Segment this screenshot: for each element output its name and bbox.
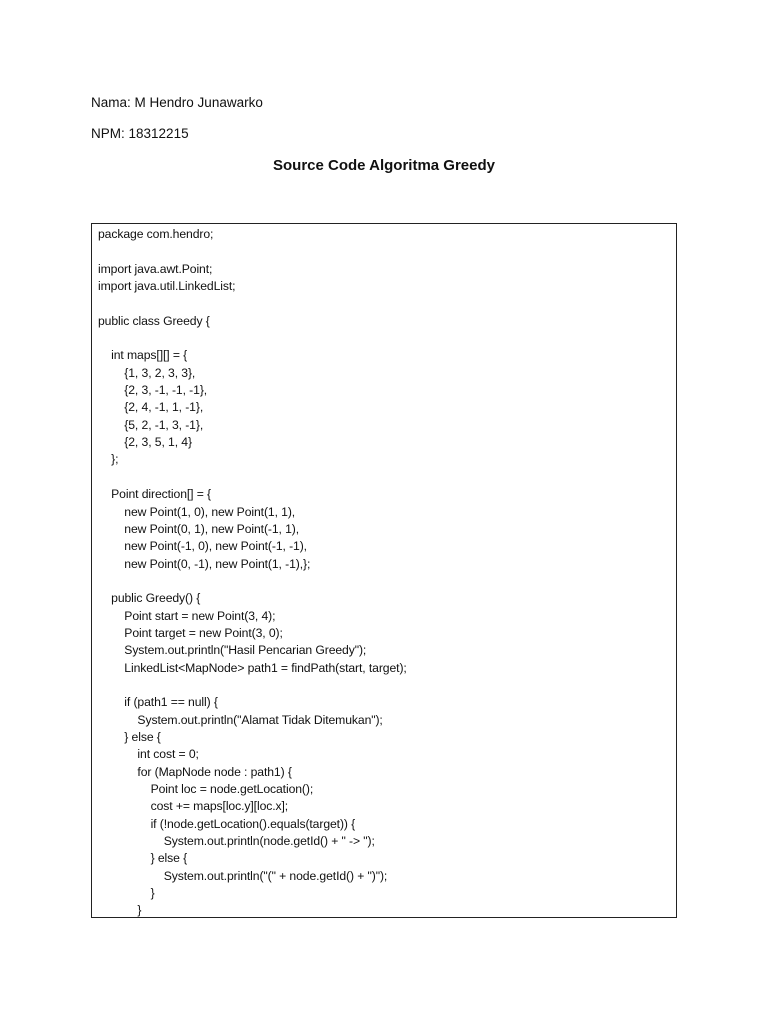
code-line: for (MapNode node : path1) { xyxy=(98,764,292,779)
code-line: int maps[][] = { xyxy=(98,348,188,363)
code-line: int cost = 0; xyxy=(98,747,199,762)
code-line: new Point(-1, 0), new Point(-1, -1), xyxy=(98,539,307,554)
code-line: LinkedList<MapNode> path1 = findPath(start, target); xyxy=(98,660,407,675)
code-line: new Point(1, 0), new Point(1, 1), xyxy=(98,504,296,519)
code-line: } xyxy=(98,903,142,918)
code-line: } else { xyxy=(98,729,161,744)
code-line: {2, 3, -1, -1, -1}, xyxy=(98,383,208,398)
code-line: if (path1 == null) { xyxy=(98,695,218,710)
student-npm-line xyxy=(91,126,189,142)
code-line: System.out.println("Alamat Tidak Ditemukan"); xyxy=(98,712,383,727)
code-line: {2, 4, -1, 1, -1}, xyxy=(98,400,204,415)
student-name-line xyxy=(91,95,263,111)
code-line: Point loc = node.getLocation(); xyxy=(98,782,314,796)
code-line: import java.awt.Point; xyxy=(98,261,213,276)
code-line: new Point(0, 1), new Point(-1, 1), xyxy=(98,521,300,536)
code-line: {2, 3, 5, 1, 4} xyxy=(98,435,192,450)
code-line: } else { xyxy=(98,851,188,866)
code-line: } xyxy=(98,886,155,901)
code-line: public class Greedy { xyxy=(98,313,210,328)
code-line xyxy=(98,677,676,694)
code-line: }; xyxy=(98,452,119,467)
name-value: M Hendro Junawarko xyxy=(134,95,263,110)
npm-label: NPM: xyxy=(91,126,125,141)
code-line: {1, 3, 2, 3, 3}, xyxy=(98,365,196,380)
code-line: {5, 2, -1, 3, -1}, xyxy=(98,417,204,432)
code-line: Point direction[] = { xyxy=(98,487,212,502)
code-line: package com.hendro; xyxy=(98,227,214,241)
code-line: if (!node.getLocation().equals(target)) { xyxy=(98,816,356,831)
code-line: new Point(0, -1), new Point(1, -1),}; xyxy=(98,556,311,571)
code-line: System.out.println("Hasil Pencarian Greedy"); xyxy=(98,643,367,658)
code-line xyxy=(98,573,676,590)
name-label: Nama: xyxy=(91,95,131,110)
code-line: import java.util.LinkedList; xyxy=(98,279,236,294)
code-line: public Greedy() { xyxy=(98,591,201,606)
code-line xyxy=(98,469,676,486)
code-line: System.out.println("(" + node.getId() + ")"); xyxy=(98,868,388,883)
code-line xyxy=(98,295,676,312)
npm-value: 18312215 xyxy=(128,126,189,141)
code-line xyxy=(98,330,676,347)
code-line: System.out.println(node.getId() + " -> "); xyxy=(98,834,375,849)
code-line: Point start = new Point(3, 4); xyxy=(98,608,276,623)
code-line: Point target = new Point(3, 0); xyxy=(98,625,283,640)
code-line xyxy=(98,243,676,260)
document-title: Source Code Algoritma Greedy xyxy=(273,157,495,174)
source-code-box xyxy=(91,223,677,918)
code-line: cost += maps[loc.y][loc.x]; xyxy=(98,799,289,814)
